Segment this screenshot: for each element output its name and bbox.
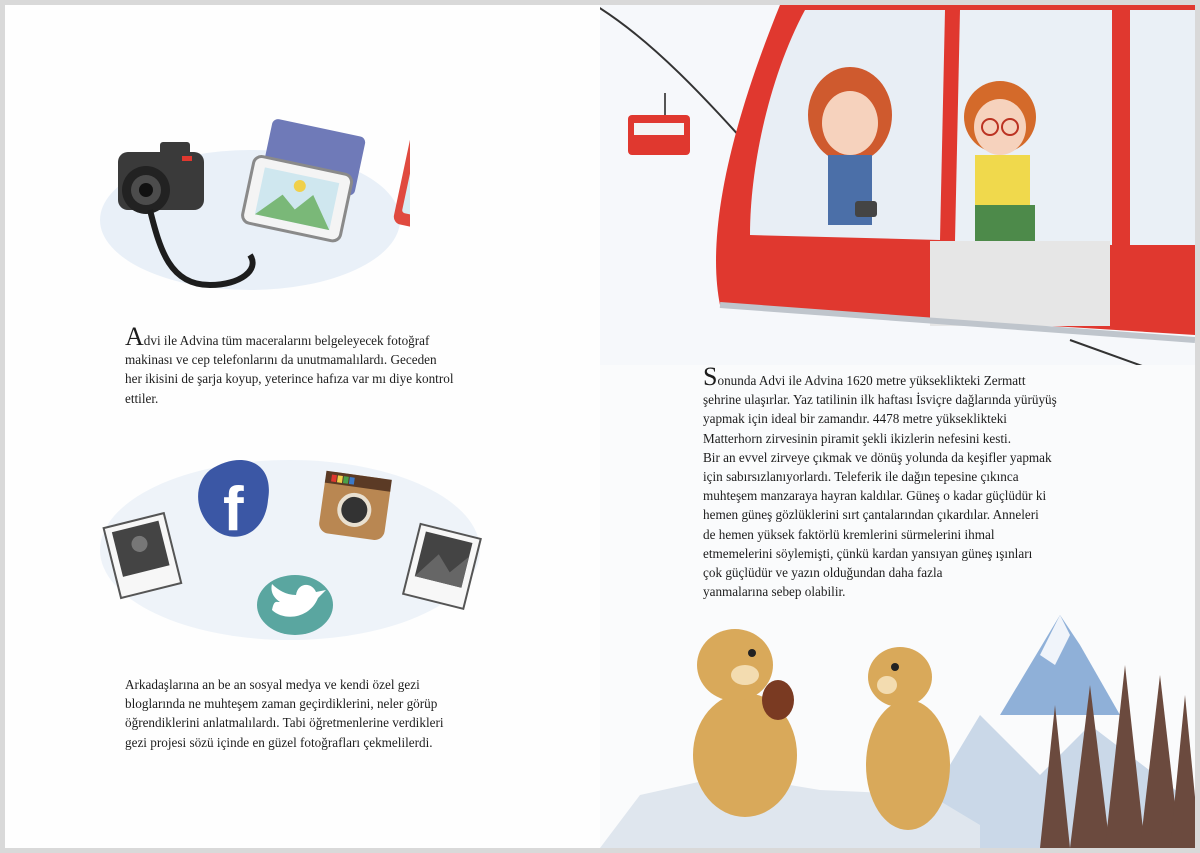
social-media-illustration bbox=[100, 450, 490, 645]
left-paragraph-2 bbox=[125, 675, 525, 752]
right-paragraph-line-6: için sabırsızlanıyorlardı. Teleferik ile dağın tepesine çıkınca bbox=[703, 469, 1019, 485]
left-page bbox=[5, 5, 600, 848]
instagram-icon bbox=[318, 471, 392, 542]
big-cable-car bbox=[716, 5, 1195, 365]
right-paragraph-line-10: etmemelerini söylemişti, çünkü kardan yansıyan güneş ışınları bbox=[703, 545, 1033, 561]
left-paragraph-2-line-4: gezi projesi sözü içinde en güzel fotoğrafları çekmelilerdi. bbox=[125, 734, 433, 750]
right-page bbox=[600, 5, 1195, 848]
right-paragraph-line-5: Bir an evvel zirveye çıkmak ve dönüş yolunda da keşifler yapmak bbox=[703, 449, 1052, 465]
right-paragraph-line-12: yanmalarına sebep olabilir. bbox=[703, 584, 846, 600]
right-paragraph-line-8: hemen güneş gözlüklerini sırt çantalarından çıkardılar. Anneleri bbox=[703, 507, 1039, 523]
left-paragraph-1-line-3: her ikisini de şarja koyup, yeterince hafıza var mı diye kontrol bbox=[125, 371, 454, 387]
book-spread bbox=[5, 5, 1195, 848]
svg-text:f: f bbox=[223, 475, 244, 544]
left-paragraph-2-line-1: Arkadaşlarına an be an sosyal medya ve kendi özel gezi bbox=[125, 677, 420, 692]
devices-illustration bbox=[100, 110, 410, 310]
marmot-right bbox=[866, 647, 950, 830]
right-paragraph-line-4: Matterhorn zirvesinin piramit şekli ikizlerin nefesini kesti. bbox=[703, 430, 1011, 446]
right-paragraph-line-9: de hemen yüksek faktörlü kremlerini sürmelerini ihmal bbox=[703, 526, 995, 542]
right-paragraph bbox=[703, 362, 1123, 601]
left-paragraph-2-line-3: öğrendiklerini anlatmalılardı. Tabi öğretmenlerine verdikleri bbox=[125, 715, 444, 731]
right-paragraph-line-2: şehrine ulaşırlar. Yaz tatilinin ilk haftası İsviçre dağlarında yürüyüş bbox=[703, 392, 1057, 408]
cable-car-illustration bbox=[600, 5, 1195, 365]
phone-icon bbox=[392, 111, 410, 233]
right-paragraph-line-7: muhteşem manzaraya hayran kaldılar. Güneş o kadar güçlüdür ki bbox=[703, 488, 1047, 504]
left-paragraph-1-line-2: makinası ve cep telefonlarını da unutmamalılardı. Geceden bbox=[125, 352, 437, 368]
right-paragraph-line-1: Sonunda Advi ile Advina 1620 metre yükseklikteki Zermatt bbox=[703, 362, 1026, 391]
left-paragraph-1-line-4: ettiler. bbox=[125, 390, 159, 406]
twitter-icon bbox=[257, 575, 333, 635]
marmot-left bbox=[693, 629, 797, 817]
mountain-marmot-illustration bbox=[600, 605, 1195, 848]
left-paragraph-1 bbox=[125, 322, 515, 408]
right-paragraph-line-3: yapmak için ideal bir zamandır. 4478 metre yükseklikteki bbox=[703, 411, 1007, 427]
left-paragraph-2-line-2: bloglarında ne muhteşem zaman geçirdiklerini, neler görüp bbox=[125, 696, 438, 712]
drop-cap: S bbox=[703, 362, 718, 391]
left-paragraph-1-line-1: Advi ile Advina tüm maceralarını belgeleyecek fotoğraf bbox=[125, 322, 430, 351]
right-paragraph-line-11: çok güçlüdür ve yazın olduğundan daha fazla bbox=[703, 565, 943, 581]
drop-cap: A bbox=[125, 322, 144, 351]
